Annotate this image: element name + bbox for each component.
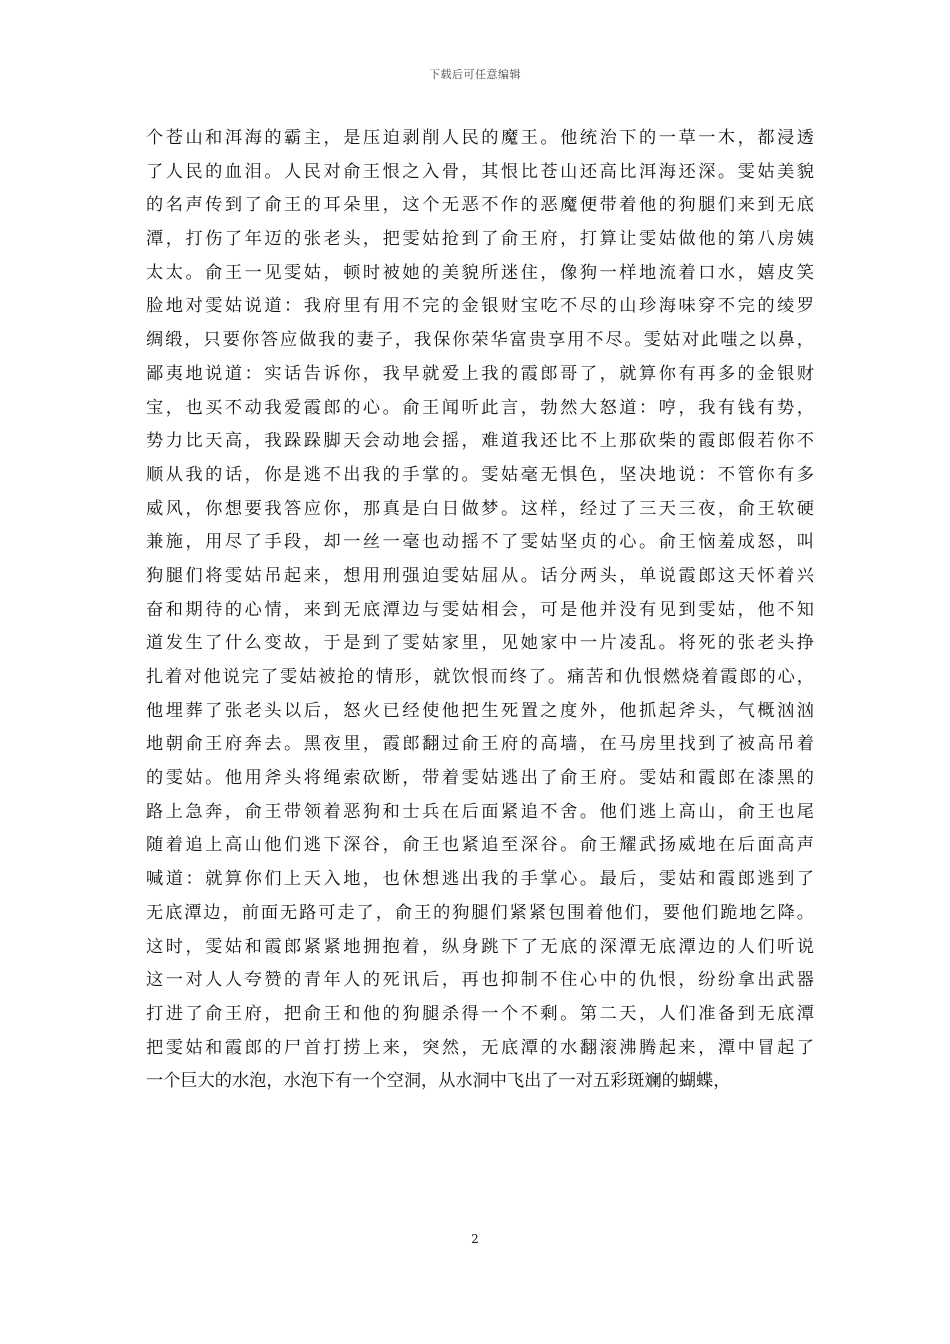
text-line: 兼施，用尽了手段，却一丝一毫也动摇不了雯姑坚贞的心。俞王恼羞成怒，叫 (146, 532, 814, 553)
text-line: 威风，你想要我答应你，那真是白日做梦。这样，经过了三天三夜，俞王软硬 (146, 498, 814, 519)
text-line: 狗腿们将雯姑吊起来，想用刑强迫雯姑屈从。话分两头，单说霞郎这天怀着兴 (146, 565, 814, 586)
text-line: 势力比天高，我跺跺脚天会动地会摇，难道我还比不上那砍柴的霞郎假若你不 (146, 431, 814, 452)
text-line: 随着追上高山他们逃下深谷，俞王也紧追至深谷。俞王耀武扬威地在后面高声 (146, 835, 814, 856)
text-line: 道发生了什么变故，于是到了雯姑家里，见她家中一片凌乱。将死的张老头挣 (146, 633, 814, 654)
text-line: 这一对人人夸赞的青年人的死讯后，再也抑制不住心中的仇恨，纷纷拿出武器 (146, 970, 814, 991)
text-line: 扎着对他说完了雯姑被抢的情形，就饮恨而终了。痛苦和仇恨燃烧着霞郎的心， (146, 667, 814, 687)
text-line: 个苍山和洱海的霸主，是压迫剥削人民的魔王。他统治下的一草一木，都浸透 (146, 128, 814, 148)
text-line: 无底潭边，前面无路可走了，俞王的狗腿们紧紧包围着他们，要他们跪地乞降。 (146, 902, 814, 923)
text-line: 的雯姑。他用斧头将绳索砍断，带着雯姑逃出了俞王府。雯姑和霞郎在漆黑的 (146, 768, 814, 789)
text-line: 把雯姑和霞郎的尸首打捞上来，突然，无底潭的水翻滚沸腾起来，潭中冒起了 (146, 1037, 814, 1058)
text-line: 绸缎，只要你答应做我的妻子，我保你荣华富贵享用不尽。雯姑对此嗤之以鼻， (146, 330, 814, 351)
page-header: 下载后可任意编辑 (429, 68, 521, 81)
text-line: 潭，打伤了年迈的张老头，把雯姑抢到了俞王府，打算让雯姑做他的第八房姨 (146, 229, 814, 250)
text-line: 鄙夷地说道：实话告诉你，我早就爱上我的霞郎哥了，就算你有再多的金银财 (146, 363, 814, 384)
text-line: 的名声传到了俞王的耳朵里，这个无恶不作的恶魔便带着他的狗腿们来到无底 (146, 195, 814, 216)
text-line: 太太。俞王一见雯姑，顿时被她的美貌所迷住，像狗一样地流着口水，嬉皮笑 (146, 262, 814, 283)
page-number: 2 (471, 1232, 479, 1246)
text-line: 这时，雯姑和霞郎紧紧地拥抱着，纵身跳下了无底的深潭无底潭边的人们听说 (146, 936, 814, 957)
text-line: 他埋葬了张老头以后，怒火已经使他把生死置之度外，他抓起斧头，气概汹汹 (146, 700, 814, 721)
text-line: 宝，也买不动我爱霞郎的心。俞王闻听此言，勃然大怒道：哼，我有钱有势， (146, 397, 814, 418)
text-line: 地朝俞王府奔去。黑夜里，霞郎翻过俞王府的高墙，在马房里找到了被高吊着 (146, 734, 814, 755)
text-line: 奋和期待的心情，来到无底潭边与雯姑相会，可是他并没有见到雯姑，他不知 (146, 599, 814, 620)
text-line: 喊道：就算你们上天入地，也休想逃出我的手掌心。最后，雯姑和霞郎逃到了 (146, 869, 814, 890)
text-line: 打进了俞王府，把俞王和他的狗腿杀得一个不剩。第二天，人们准备到无底潭 (146, 1003, 814, 1024)
text-line: 顺从我的话，你是逃不出我的手掌的。雯姑毫无惧色，坚决地说：不管你有多 (146, 464, 814, 485)
text-line: 一个巨大的水泡，水泡下有一个空洞，从水洞中飞出了一对五彩斑斓的蝴蝶， (146, 1071, 731, 1092)
body-text (146, 122, 814, 1099)
text-line: 了人民的血泪。人民对俞王恨之入骨，其恨比苍山还高比洱海还深。雯姑美貌 (146, 161, 814, 182)
text-line: 脸地对雯姑说道：我府里有用不完的金银财宝吃不尽的山珍海味穿不完的绫罗 (146, 296, 814, 317)
text-line: 路上急奔，俞王带领着恶狗和士兵在后面紧追不舍。他们逃上高山，俞王也尾 (146, 801, 814, 822)
